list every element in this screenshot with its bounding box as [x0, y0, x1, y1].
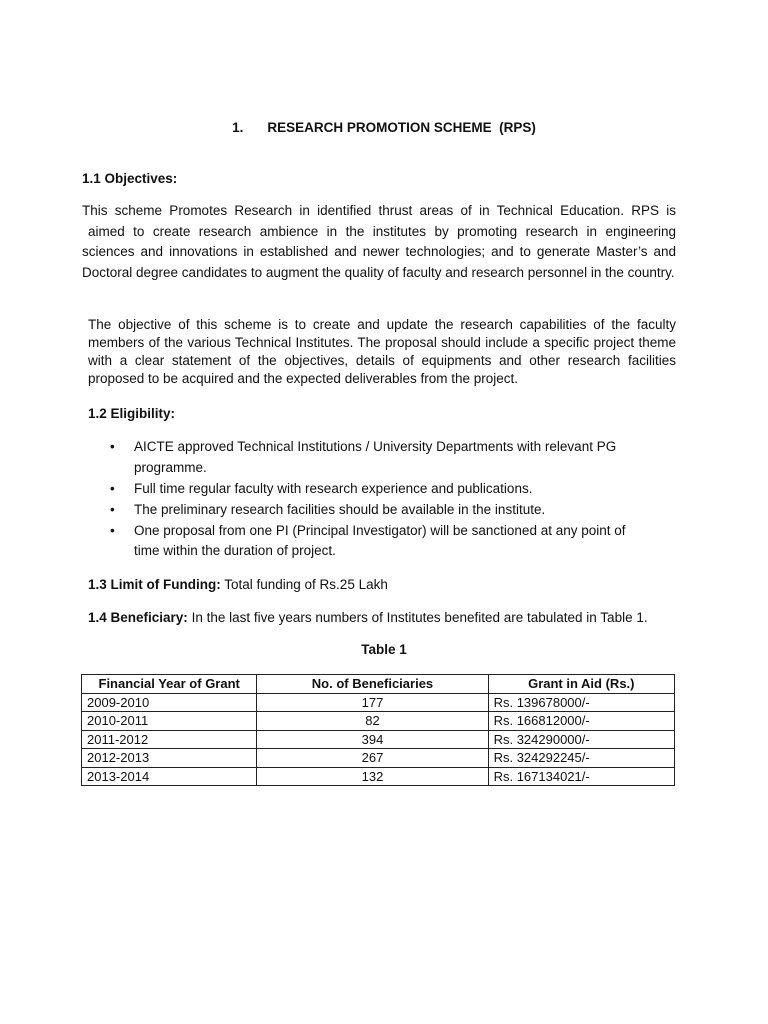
table-cell-beneficiaries: 267 [257, 749, 488, 768]
objectives-paragraph-2: The objective of this scheme is to create and update the research capabilities of the faculty members of the various Technical Institutes. The proposal should include a specific project theme with a clear statement of the objectives, details of equipments and other research facilities proposed to be acquired and the expected deliverables from the project. [88, 317, 676, 386]
page-title [0, 120, 768, 135]
objectives-paragraph-1-rest: aimed to create research ambience in the institutes by promoting research in engineering sciences and innovations in established and newer technologies; and to generate Master’s and Doctoral degree candidates to augment the quality of faculty and research personnel in the country. [82, 223, 676, 280]
bullet-icon: • [110, 439, 115, 454]
table-cell-grant: Rs. 139678000/- [488, 693, 674, 712]
table-cell-beneficiaries: 394 [257, 730, 488, 749]
eligibility-list [88, 437, 648, 563]
table-row [82, 712, 675, 731]
list-item: • The preliminary research facilities should be available in the institute. [88, 500, 648, 521]
table-row [82, 767, 675, 786]
table-cell-year: 2011-2012 [82, 730, 257, 749]
funding-label: 1.3 Limit of Funding: [88, 577, 221, 592]
list-item: • Full time regular faculty with research experience and publications. [88, 479, 648, 500]
section-title-text: RESEARCH PROMOTION SCHEME (RPS) [267, 120, 536, 135]
beneficiary-text: In the last five years numbers of Institutes benefited are tabulated in Table 1. [187, 610, 648, 625]
table-cell-grant: Rs. 324290000/- [488, 730, 674, 749]
table-header-cell: No. of Beneficiaries [257, 675, 488, 694]
table-cell-year: 2010-2011 [82, 712, 257, 731]
table-cell-beneficiaries: 132 [257, 767, 488, 786]
table-cell-grant: Rs. 166812000/- [488, 712, 674, 731]
table-cell-beneficiaries: 177 [257, 693, 488, 712]
objectives-paragraph-1 [82, 201, 676, 283]
list-item: • AICTE approved Technical Institutions / University Departments with relevant PG programme. [110, 439, 617, 475]
beneficiary-table [81, 674, 675, 786]
table-cell-grant: Rs. 167134021/- [488, 767, 674, 786]
beneficiary-line [88, 610, 648, 625]
table-caption: Table 1 [361, 642, 407, 657]
list-item: • One proposal from one PI (Principal Investigator) will be sanctioned at any point of time within the duration of project. [110, 522, 626, 559]
table-cell-year: 2012-2013 [82, 749, 257, 768]
bullet-icon: • [110, 501, 115, 517]
objectives-heading: 1.1 Objectives: [82, 171, 178, 186]
objectives-paragraph-1-first-line: This scheme Promotes Research in identified thrust areas of in Technical Education. RPS is [82, 203, 676, 218]
section-number: 1. [232, 120, 244, 135]
bullet-icon: • [110, 480, 115, 496]
table-cell-year: 2013-2014 [82, 767, 257, 786]
bullet-icon: • [110, 522, 115, 538]
table-cell-year: 2009-2010 [82, 693, 257, 712]
table-cell-beneficiaries: 82 [257, 712, 488, 731]
table-header-row [82, 675, 675, 694]
table-header-cell: Grant in Aid (Rs.) [488, 675, 674, 694]
table-row [82, 730, 675, 749]
table-header-cell: Financial Year of Grant [82, 675, 257, 694]
table-cell-grant: Rs. 324292245/- [488, 749, 674, 768]
funding-line [88, 577, 388, 592]
funding-text: Total funding of Rs.25 Lakh [220, 577, 388, 592]
table-row [82, 749, 675, 768]
beneficiary-label: 1.4 Beneficiary: [88, 610, 188, 625]
eligibility-heading: 1.2 Eligibility: [88, 406, 176, 421]
table-row [82, 693, 675, 712]
